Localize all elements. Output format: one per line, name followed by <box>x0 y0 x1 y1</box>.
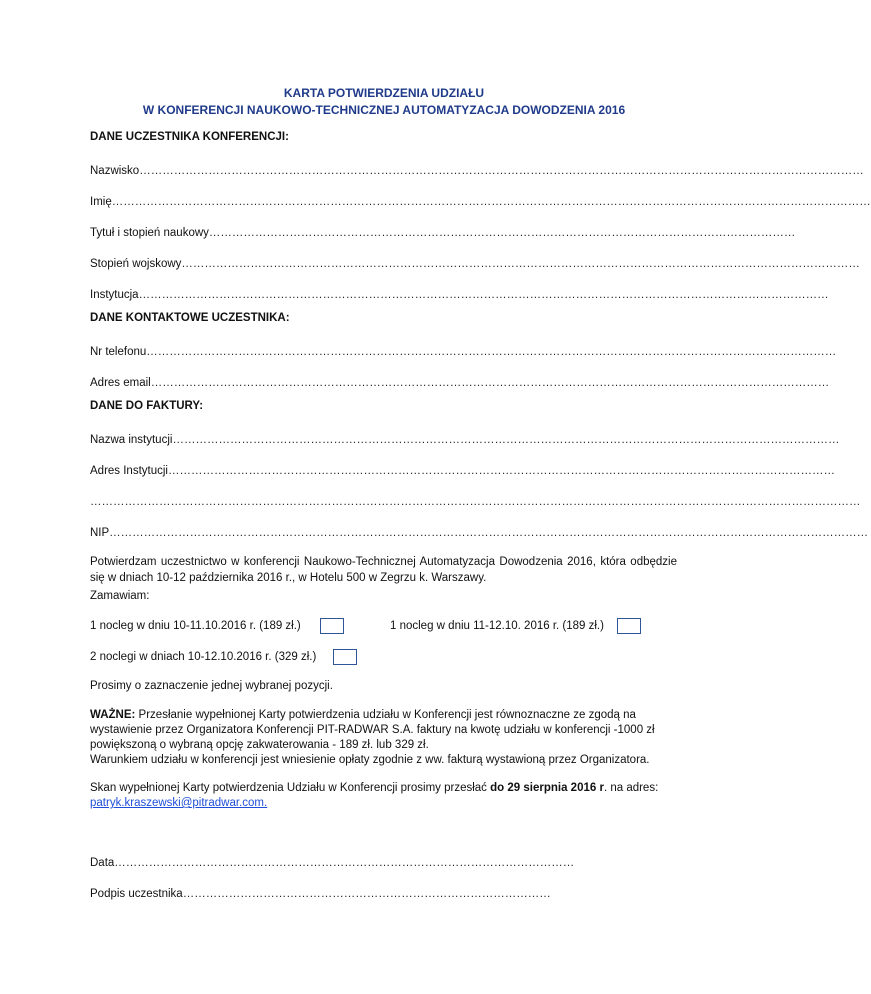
date-label: Data <box>90 857 115 869</box>
surname-field[interactable]: Nazwisko……………………………………………………………………………………………………………………………………………………………………… <box>90 165 864 177</box>
option-1-label: 1 nocleg w dniu 10-11.10.2016 r. (189 zł.) <box>90 620 301 632</box>
order-label: Zamawiam: <box>90 590 150 602</box>
institution-address-field[interactable]: Adres Instytucji………………………………………………………………………………………………………………………………………………………… <box>90 465 835 477</box>
important-label: WAŻNE: <box>90 709 136 721</box>
phone-field[interactable]: Nr telefonu……………………………………………………………………………………………………………………………………………………………… <box>90 346 837 358</box>
institution-field[interactable]: Instytucja……………………………………………………………………………………………………………………………………………………………… <box>90 289 829 301</box>
first-name-label: Imię <box>90 196 112 208</box>
nip-field[interactable]: NIP……………………………………………………………………………………………………………………………………………………………………………… <box>90 527 869 539</box>
email-field[interactable]: Adres email…………………………………………………………………………………………………………………………………………………………… <box>90 377 830 389</box>
scan-instructions: Skan wypełnionej Karty potwierdzenia Udziału w Konferencji prosimy przesłać do 29 sierpnia 2016 r. na adres: patryk.kraszewski@pitradwar.com. <box>90 782 659 809</box>
option-3-label: 2 noclegi w dniach 10-12.10.2016 r. (329 zł.) <box>90 651 317 663</box>
institution-address-label: Adres Instytucji <box>90 465 168 477</box>
selection-note: Prosimy o zaznaczenie jednej wybranej pozycji. <box>90 680 333 692</box>
surname-label: Nazwisko <box>90 165 140 177</box>
option-1-checkbox[interactable] <box>320 618 344 634</box>
first-name-field[interactable]: Imię……………………………………………………………………………………………………………………………………………………………………………… <box>90 196 871 208</box>
section-invoice-heading: DANE DO FAKTURY: <box>90 400 204 412</box>
option-2-checkbox[interactable] <box>617 618 641 634</box>
email-link[interactable]: patryk.kraszewski@pitradwar.com. <box>90 797 268 809</box>
nip-label: NIP <box>90 527 110 539</box>
institution-name-label: Nazwa instytucji <box>90 434 173 446</box>
section-contact-heading: DANE KONTAKTOWE UCZESTNIKA: <box>90 312 290 324</box>
form-title-line2: W KONFERENCJI NAUKOWO-TECHNICZNEJ AUTOMATYZACJA DOWODZENIA 2016 <box>142 103 626 117</box>
institution-name-field[interactable]: Nazwa instytucji………………………………………………………………………………………………………………………………………………………… <box>90 434 840 446</box>
scan-deadline: do 29 sierpnia 2016 r <box>490 782 604 794</box>
phone-label: Nr telefonu <box>90 346 147 358</box>
important-text: Przesłanie wypełnionej Karty potwierdzenia udziału w Konferencji jest równoznaczne ze zgodą na wystawienie przez Organizatora Konferencji PIT-RADWAR S.A. faktury na kwotę udziału w konferencji -1000 zł powiększoną o wybraną opcję zakwaterowania - 189 zł. lub 329 zł. <box>90 709 655 751</box>
title-degree-field[interactable]: Tytuł i stopień naukowy……………………………………………………………………………………………………………………………………… <box>90 227 796 239</box>
date-field[interactable]: Data………………………………………………………………………………………………………… <box>90 857 575 869</box>
institution-address-line2-field[interactable]: ………………………………………………………………………………………………………………………………………………………………………………… <box>90 496 861 508</box>
option-2-label: 1 nocleg w dniu 11-12.10. 2016 r. (189 zł.) <box>390 620 604 632</box>
military-rank-label: Stopień wojskowy <box>90 258 182 270</box>
form-title-line1: KARTA POTWIERDZENIA UDZIAŁU <box>283 86 485 100</box>
option-3-checkbox[interactable] <box>333 649 357 665</box>
title-degree-label: Tytuł i stopień naukowy <box>90 227 209 239</box>
military-rank-field[interactable]: Stopień wojskowy…………………………………………………………………………………………………………………………………………………………… <box>90 258 860 270</box>
section-participant-heading: DANE UCZESTNIKA KONFERENCJI: <box>90 131 289 143</box>
important-notice <box>90 708 690 768</box>
signature-field[interactable]: Podpis uczestnika…………………………………………………………………………………… <box>90 888 551 900</box>
institution-label: Instytucja <box>90 289 139 301</box>
confirmation-paragraph: Potwierdzam uczestnictwo w konferencji Naukowo-Technicznej Automatyzacja Dowodzenia 2016, która odbędzie się w dniach 10-12 października 2016 r., w Hotelu 500 w Zegrzu k. Warszawy. <box>90 556 677 584</box>
signature-label: Podpis uczestnika <box>90 888 183 900</box>
payment-text: Warunkiem udziału w konferencji jest wniesienie opłaty zgodnie z ww. fakturą wystawioną przez Organizatora. <box>90 754 650 766</box>
email-label: Adres email <box>90 377 151 389</box>
